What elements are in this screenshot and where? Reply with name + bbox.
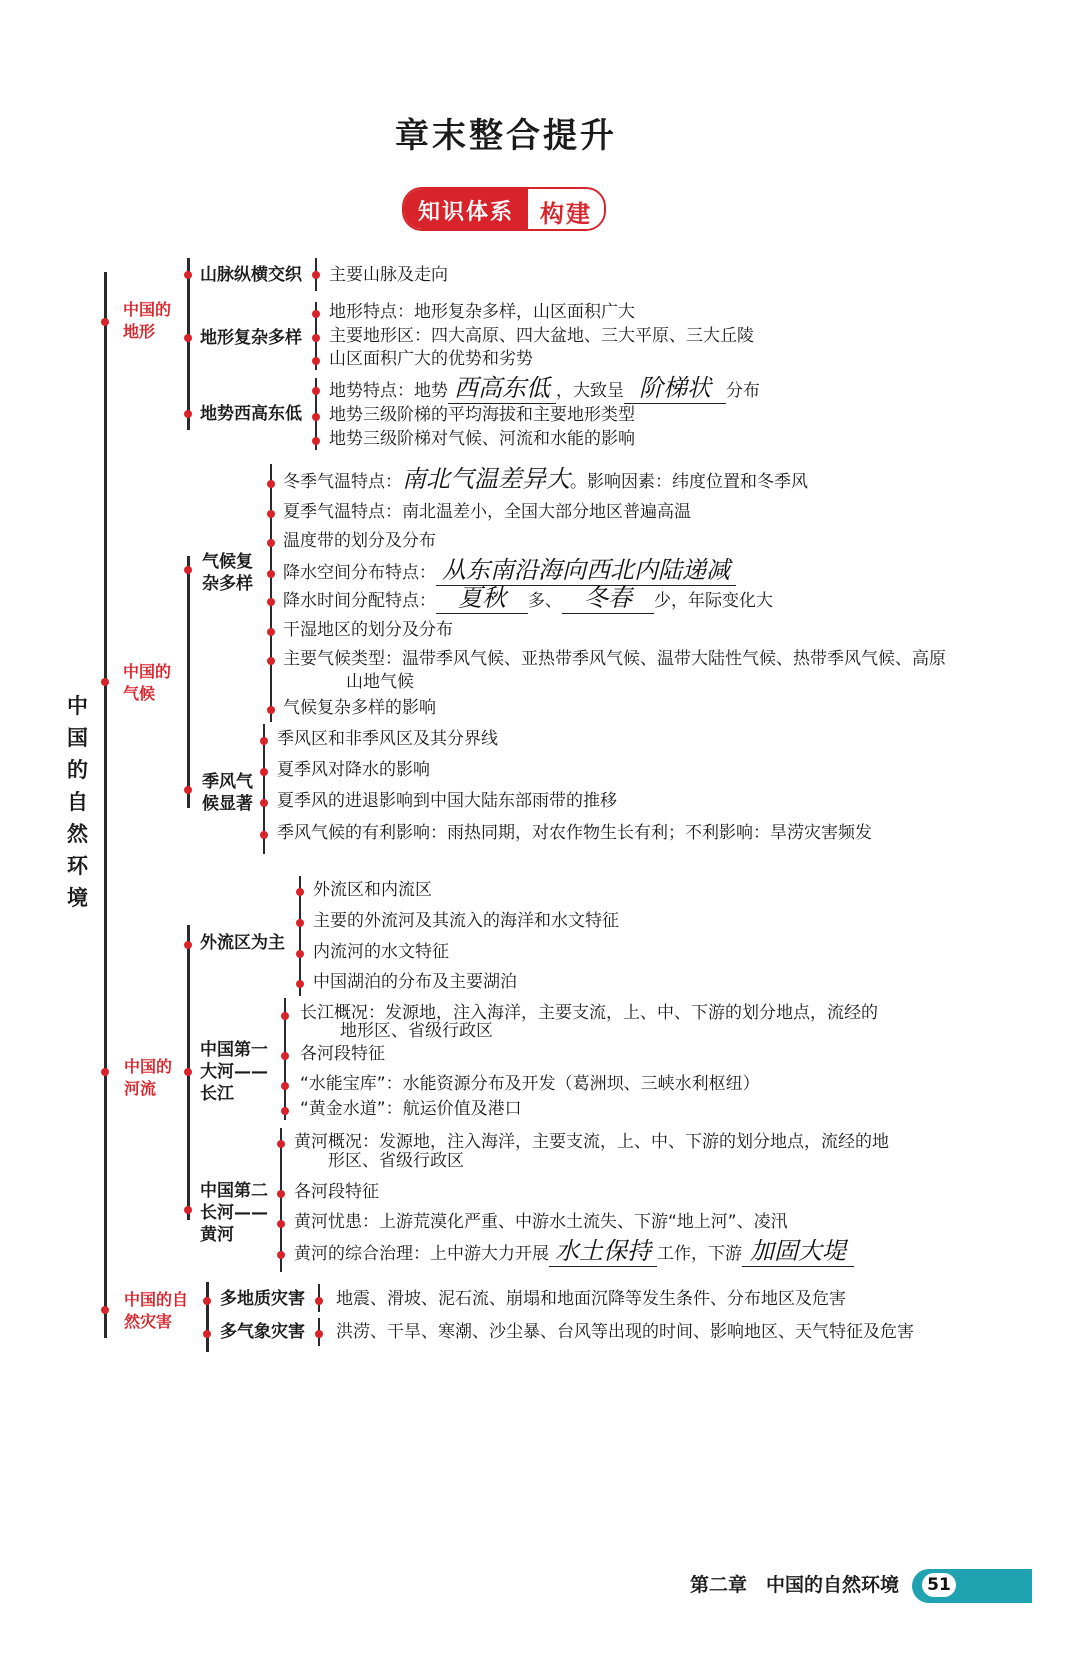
yellow-river-item-dot <box>277 1190 285 1198</box>
slope-item-dot <box>312 437 320 445</box>
governance-prefix: 黄河的综合治理：上中游大力开展 <box>294 1244 549 1264</box>
terrain-label-a: 中国的 <box>123 300 172 319</box>
dry-wet-zones: 干湿地区的划分及分布 <box>283 620 453 640</box>
yellow-river-dot <box>184 1206 192 1214</box>
monsoon-label-b: 候显著 <box>202 794 253 814</box>
geo-disaster-item-dot <box>315 1297 323 1305</box>
page-number: 51 <box>922 1573 956 1597</box>
met-disaster-dot <box>203 1330 211 1338</box>
terrain-dot <box>101 318 109 326</box>
precip-time <box>283 584 773 614</box>
yellow-river-label-b: 长河—— <box>200 1203 268 1223</box>
complex-item-dot <box>312 334 320 342</box>
climate-item-dot <box>267 480 275 488</box>
monsoon-item-dot <box>260 799 268 807</box>
yangtze-label-c: 长江 <box>200 1084 234 1104</box>
precip-space <box>283 556 736 586</box>
yangtze-item-dot <box>281 1012 289 1020</box>
handwritten-answer: 冬春 <box>562 584 654 614</box>
badge-right: 构建 <box>528 189 604 229</box>
terrain-label-b: 地形 <box>123 322 156 341</box>
yellow-river-item: 黄河忧患：上游荒漠化严重、中游水土流失、下游“地上河”、凌汛 <box>294 1212 788 1232</box>
climate-dot <box>101 678 109 686</box>
slope-title: 地势西高东低 <box>200 404 302 424</box>
disasters-label-a: 中国的自 <box>124 1290 189 1309</box>
footer-title: 中国的自然环境 <box>766 1574 900 1596</box>
precip-space-prefix: 降水空间分布特点： <box>283 563 436 583</box>
mountains-dot <box>184 271 192 279</box>
handwritten-answer: 水土保持 <box>549 1237 657 1267</box>
yangtze-overview-a: 长江概况：发源地，注入海洋，主要支流，上、中、下游的划分地点，流经的 <box>300 1003 878 1023</box>
precip-time-suffix: 少，年际变化大 <box>654 591 773 611</box>
mountains-title: 山脉纵横交织 <box>200 265 302 285</box>
monsoon-item-dot <box>260 737 268 745</box>
yangtze-item: 各河段特征 <box>300 1044 385 1064</box>
met-disaster-title: 多气象灾害 <box>220 1322 305 1342</box>
exterior-item-dot <box>296 980 304 988</box>
climate-item-dot <box>267 598 275 606</box>
complex-dot <box>184 334 192 342</box>
rivers-dot <box>101 1068 109 1076</box>
exterior-item-dot <box>296 888 304 896</box>
rivers-label-a: 中国的 <box>124 1057 173 1076</box>
climate-item-dot <box>267 510 275 518</box>
page-title: 章末整合提升 <box>395 116 617 156</box>
climate-impact: 气候复杂多样的影响 <box>283 698 436 718</box>
yellow-river-item-dot <box>277 1220 285 1228</box>
climate-label-b: 气候 <box>123 684 156 703</box>
slope-item: 地势三级阶梯对气候、河流和水能的影响 <box>329 429 635 449</box>
disasters-dot <box>101 1306 109 1314</box>
exterior-item-dot <box>296 950 304 958</box>
complex-item: 山区面积广大的优势和劣势 <box>329 349 533 369</box>
complex-item-dot <box>312 310 320 318</box>
yellow-river-governance <box>294 1237 854 1267</box>
complex-item: 地形特点：地形复杂多样，山区面积广大 <box>329 302 635 322</box>
winter-temp-prefix: 冬季气温特点： <box>283 472 402 492</box>
footer-chapter: 第二章 <box>690 1574 748 1596</box>
yellow-river-item: 各河段特征 <box>294 1182 379 1202</box>
climate-complex-bracket <box>270 464 272 722</box>
met-disaster-text: 洪涝、干旱、寒潮、沙尘暴、台风等出现的时间、影响地区、天气特征及危害 <box>336 1322 914 1342</box>
climate-item-dot <box>267 539 275 547</box>
rivers-label-b: 河流 <box>124 1079 157 1098</box>
climate-item-dot <box>267 657 275 665</box>
governance-mid: 工作，下游 <box>657 1244 742 1264</box>
temp-zones: 温度带的划分及分布 <box>283 531 436 551</box>
yangtze-overview-b: 地形区、省级行政区 <box>340 1021 493 1041</box>
handwritten-answer: 加固大堤 <box>742 1237 854 1267</box>
yangtze-label-a: 中国第一 <box>200 1040 268 1060</box>
monsoon-item: 夏季风的进退影响到中国大陆东部雨带的推移 <box>277 791 617 811</box>
climate-complex-dot <box>184 566 192 574</box>
geo-disaster-dot <box>203 1297 211 1305</box>
monsoon-item: 夏季风对降水的影响 <box>277 760 430 780</box>
slope-item-dot <box>312 413 320 421</box>
met-disaster-item-dot <box>315 1330 323 1338</box>
yellow-river-overview-a: 黄河概况：发源地，注入海洋，主要支流，上、中、下游的划分地点，流经的地 <box>294 1132 889 1152</box>
precip-time-prefix: 降水时间分配特点： <box>283 591 436 611</box>
slope-item-dot <box>312 387 320 395</box>
slope-feature-mid: ，大致呈 <box>556 381 624 401</box>
monsoon-item: 季风气候的有利影响：雨热同期，对农作物生长有利；不利影响：旱涝灾害频发 <box>277 823 872 843</box>
exterior-item: 主要的外流河及其流入的海洋和水文特征 <box>313 911 619 931</box>
climate-item-dot <box>267 570 275 578</box>
exterior-item-dot <box>296 919 304 927</box>
handwritten-answer: 南北气温差异大 <box>402 465 570 493</box>
yangtze-item: “水能宝库”：水能资源分布及开发（葛洲坝、三峡水利枢纽） <box>300 1074 760 1094</box>
yangtze-item-dot <box>281 1052 289 1060</box>
complex-item: 主要地形区：四大高原、四大盆地、三大平原、三大丘陵 <box>329 326 754 346</box>
slope-feature <box>329 374 760 404</box>
yangtze-label-b: 大河—— <box>200 1062 268 1082</box>
climate-label-a: 中国的 <box>123 662 172 681</box>
handwritten-answer: 阶梯状 <box>624 374 726 404</box>
exterior-dot <box>184 941 192 949</box>
climate-complex-a: 气候复 <box>202 552 253 572</box>
disasters-bracket <box>206 1282 209 1352</box>
exterior-item: 内流河的水文特征 <box>313 942 449 962</box>
exterior-title: 外流区为主 <box>200 933 285 953</box>
yellow-river-label-c: 黄河 <box>200 1225 234 1245</box>
handwritten-answer: 从东南沿海向西北内陆递减 <box>436 556 736 586</box>
slope-item: 地势三级阶梯的平均海拔和主要地形类型 <box>329 405 635 425</box>
root-bracket <box>104 272 107 1338</box>
handwritten-answer: 夏秋 <box>436 584 528 614</box>
exterior-item: 外流区和内流区 <box>313 880 432 900</box>
yellow-river-overview-b: 形区、省级行政区 <box>328 1151 464 1171</box>
monsoon-dot <box>184 786 192 794</box>
climate-item-dot <box>267 706 275 714</box>
slope-dot <box>184 410 192 418</box>
geo-disaster-text: 地震、滑坡、泥石流、崩塌和地面沉降等发生条件、分布地区及危害 <box>336 1289 846 1309</box>
yangtze-dot <box>184 1068 192 1076</box>
badge-left: 知识体系 <box>404 189 528 229</box>
monsoon-item: 季风区和非季风区及其分界线 <box>277 729 498 749</box>
terrain-bracket <box>187 258 190 430</box>
climate-types-a: 主要气候类型：温带季风气候、亚热带季风气候、温带大陆性气候、热带季风气候、高原 <box>283 649 946 669</box>
root-label: 中国的自然环境 <box>67 694 88 910</box>
complex-item-dot <box>312 357 320 365</box>
climate-bracket <box>187 556 190 808</box>
climate-item-dot <box>267 628 275 636</box>
page-number-badge <box>912 1569 1032 1603</box>
slope-feature-suffix: 分布 <box>726 381 760 401</box>
mountains-item-dot <box>312 271 320 279</box>
yangtze-item: “黄金水道”：航运价值及港口 <box>300 1099 522 1119</box>
section-badge <box>402 187 606 231</box>
monsoon-item-dot <box>260 831 268 839</box>
complex-title: 地形复杂多样 <box>200 328 302 348</box>
yellow-river-item-dot <box>277 1251 285 1259</box>
summer-temp: 夏季气温特点：南北温差小，全国大部分地区普遍高温 <box>283 502 691 522</box>
yangtze-item-dot <box>281 1107 289 1115</box>
climate-complex-b: 杂多样 <box>202 574 253 594</box>
handwritten-answer: 西高东低 <box>448 374 556 404</box>
yellow-river-label-a: 中国第二 <box>200 1181 268 1201</box>
geo-disaster-title: 多地质灾害 <box>220 1289 305 1309</box>
yangtze-item-dot <box>281 1082 289 1090</box>
monsoon-label-a: 季风气 <box>202 772 253 792</box>
mountains-item: 主要山脉及走向 <box>329 265 448 285</box>
exterior-item: 中国湖泊的分布及主要湖泊 <box>313 972 517 992</box>
winter-temp <box>283 465 808 494</box>
winter-temp-suffix: 。影响因素：纬度位置和冬季风 <box>570 472 808 492</box>
precip-time-mid: 多、 <box>528 591 562 611</box>
disasters-label-b: 然灾害 <box>124 1312 173 1331</box>
climate-types-b: 山地气候 <box>346 672 414 692</box>
monsoon-item-dot <box>260 768 268 776</box>
slope-feature-prefix: 地势特点：地势 <box>329 381 448 401</box>
yellow-river-item-dot <box>277 1140 285 1148</box>
